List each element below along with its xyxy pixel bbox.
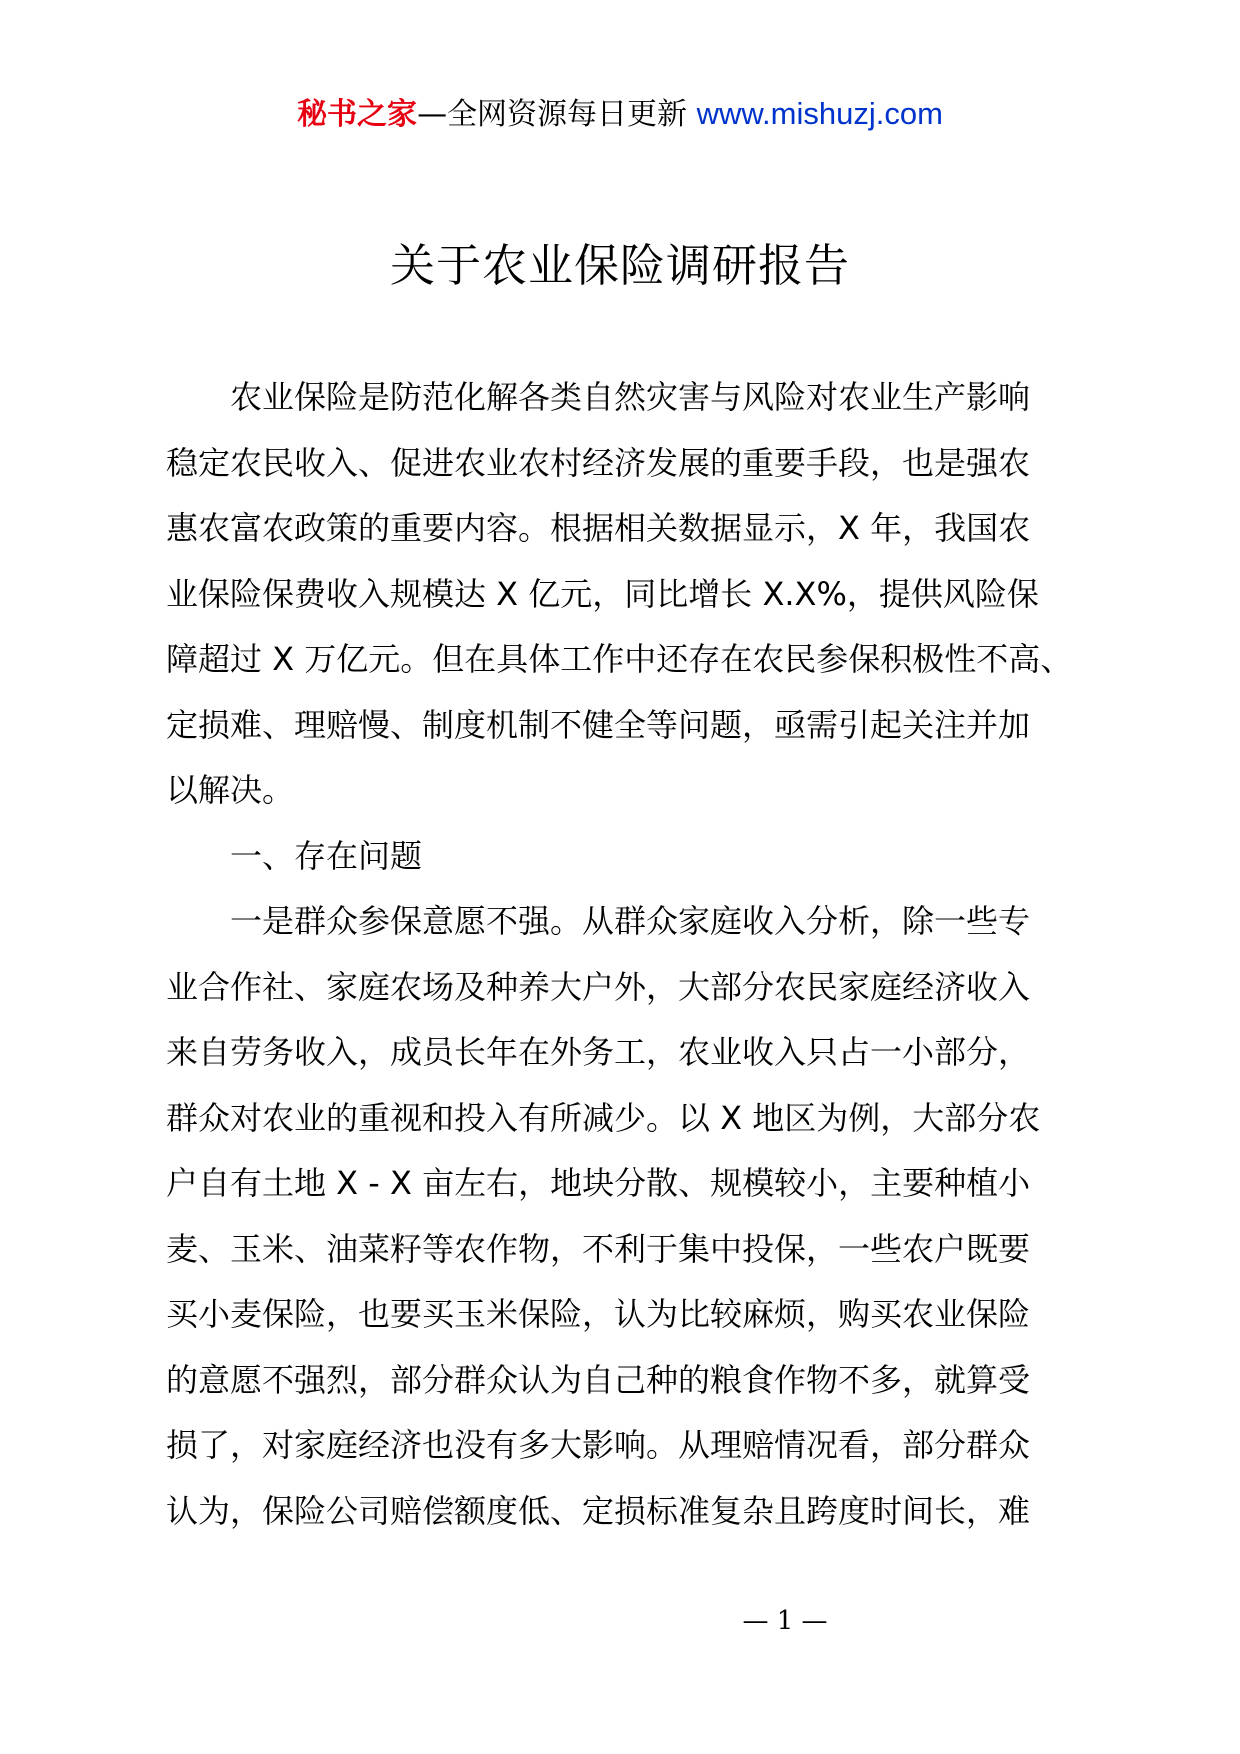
body-line: 损了，对家庭经济也没有多大影响。从理赔情况看，部分群众 xyxy=(166,1426,1031,1464)
document-title: 关于农业保险调研报告 xyxy=(389,239,850,292)
body-line: 惠农富农政策的重要内容。根据相关数据显示，X 年，我国农 xyxy=(166,509,1031,547)
brand-name: 秘书之家 xyxy=(297,97,418,132)
banner-tagline: —全网资源每日更新 xyxy=(417,97,688,132)
body-line: 以解决。 xyxy=(166,771,295,809)
site-banner xyxy=(0,94,1240,135)
body-line: 业保险保费收入规模达 X 亿元，同比增长 X.X%，提供风险保 xyxy=(166,574,1039,613)
body-line: 认为，保险公司赔偿额度低、定损标准复杂且跨度时间长，难 xyxy=(166,1491,1031,1530)
body-line: 麦、玉米、油菜籽等农作物，不利于集中投保，一些农户既要 xyxy=(166,1229,1031,1268)
site-url-link[interactable]: www.mishuzj.com xyxy=(696,96,943,131)
body-line: 的意愿不强烈，部分群众认为自己种的粮食作物不多，就算受 xyxy=(166,1360,1031,1399)
body-line: 稳定农民收入、促进农业农村经济发展的重要手段，也是强农 xyxy=(166,443,1031,482)
document-body xyxy=(166,365,1084,1544)
body-line: 户自有土地 X - X 亩左右，地块分散、规模较小，主要种植小 xyxy=(166,1164,1031,1202)
body-line: 业合作社、家庭农场及种养大户外，大部分农民家庭经济收入 xyxy=(166,967,1031,1006)
body-line: 定损难、理赔慢、制度机制不健全等问题，亟需引起关注并加 xyxy=(166,705,1031,744)
page-number: — 1 — xyxy=(742,1606,828,1636)
body-line: 一是群众参保意愿不强。从群众家庭收入分析，除一些专 xyxy=(230,902,1031,940)
body-line: 来自劳务收入，成员长年在外务工，农业收入只占一小部分， xyxy=(166,1033,1031,1071)
body-line: 农业保险是防范化解各类自然灾害与风险对农业生产影响 xyxy=(230,378,1031,416)
body-line: 障超过 X 万亿元。但在具体工作中还存在农民参保积极性不高、 xyxy=(166,640,1073,678)
body-line: 群众对农业的重视和投入有所减少。以 X 地区为例，大部分农 xyxy=(166,1098,1041,1137)
body-line: 买小麦保险，也要买玉米保险，认为比较麻烦，购买农业保险 xyxy=(166,1295,1031,1333)
section-heading: 一、存在问题 xyxy=(230,836,423,875)
